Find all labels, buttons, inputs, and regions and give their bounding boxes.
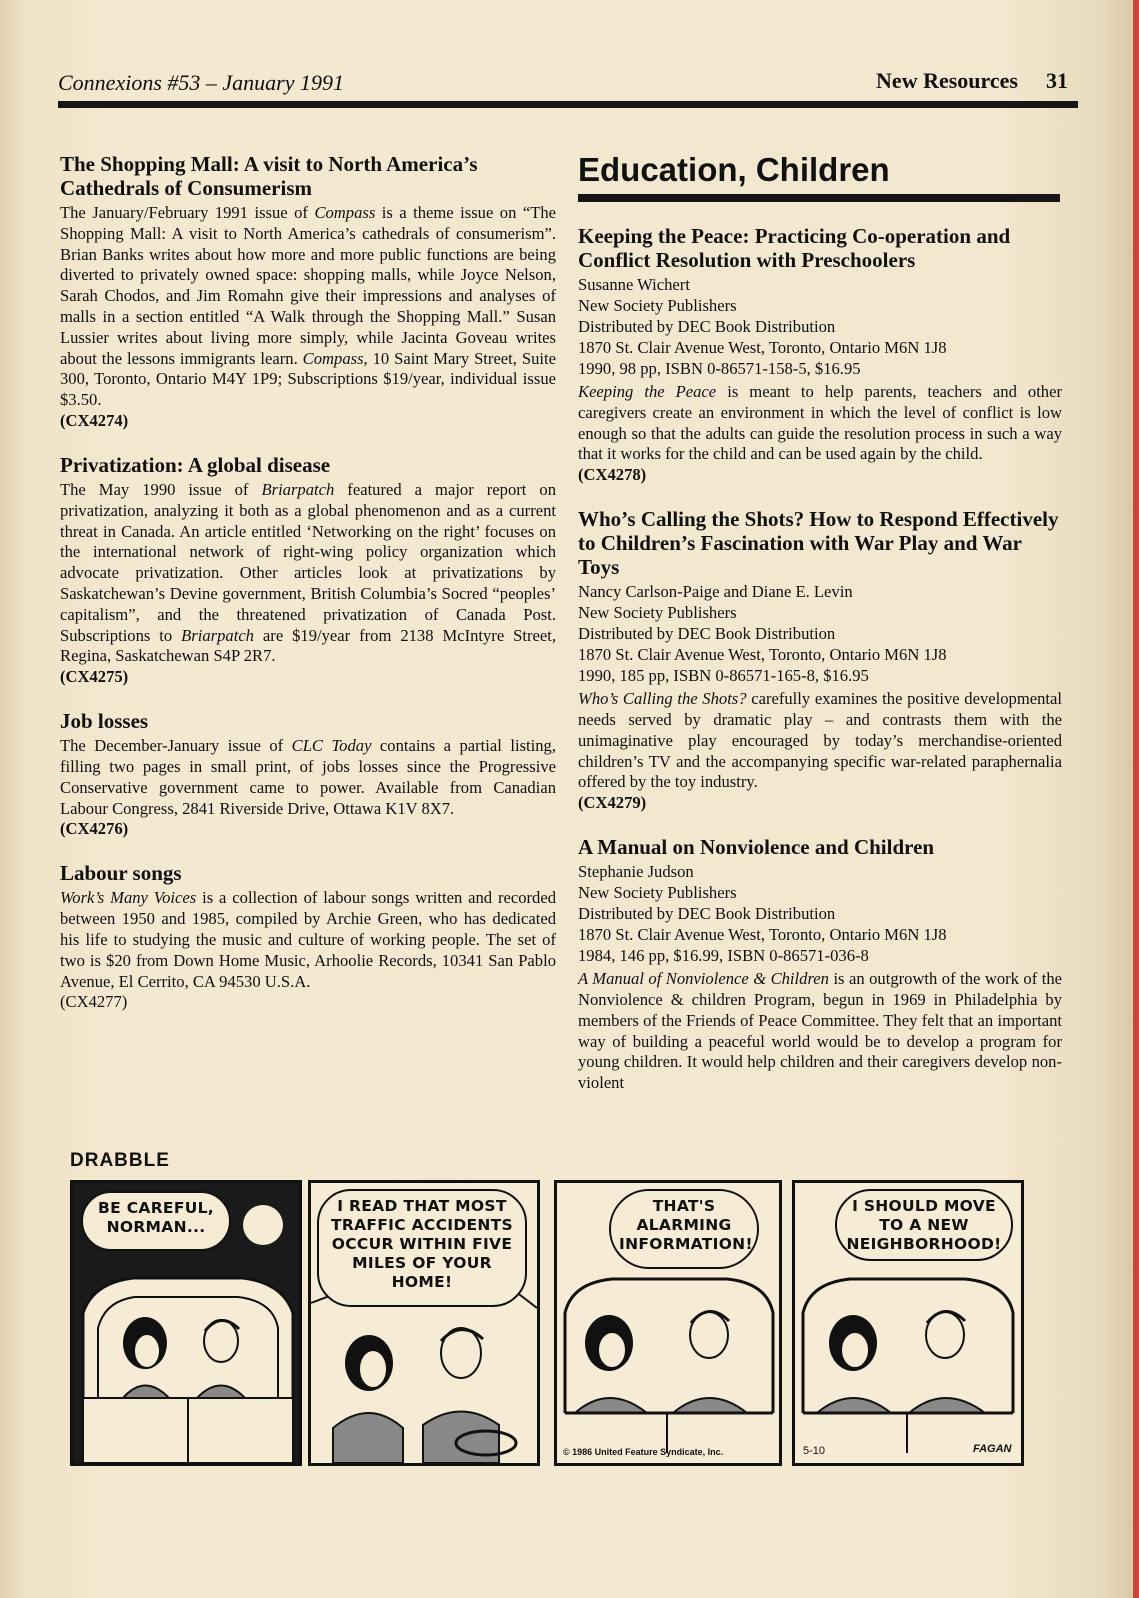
article-title: Job losses (60, 709, 149, 734)
catalog-code: (CX4279) (578, 793, 647, 813)
article-body (60, 203, 556, 431)
catalog-code: (CX4278) (578, 465, 647, 485)
book-publisher: New Society Publishers (578, 883, 737, 903)
article-title: Labour songs (60, 861, 182, 886)
book-description (578, 969, 1062, 1094)
publication-title: Connexions #53 – January 1991 (58, 70, 344, 95)
body-text: is meant to help parents, teachers and other caregivers create an environment in which the level of conflict is low enough so that the adults can guide the resolution process in such a way that it works for the child and can be used again by the child. (578, 382, 1062, 464)
comic-title: DRABBLE (70, 1150, 170, 1171)
article-title: Privatization: A global disease (60, 452, 331, 477)
page-header (58, 66, 1078, 100)
book-entry (578, 835, 1062, 1094)
book-publisher: New Society Publishers (578, 296, 737, 315)
book-address: 1870 St. Clair Avenue West, Toronto, Ontario M6N 1J8 (578, 338, 947, 357)
comic-panel-3 (554, 1180, 782, 1466)
page-edge (1133, 0, 1139, 1598)
comic-panel-2 (308, 1180, 540, 1466)
book-name: Keeping the Peace (578, 382, 717, 401)
article (60, 861, 556, 1012)
section-rule (578, 194, 1060, 202)
section-name: New Resources (876, 68, 1018, 93)
comic-panel-1 (70, 1180, 302, 1466)
body-text: are $19/year from 2138 McIntyre Street, Regina, Saskatchewan S4P 2R7. (60, 625, 556, 666)
speech-balloon: BE CAREFUL, NORMAN... (81, 1191, 231, 1251)
section-title: Education, Children (578, 151, 890, 188)
body-text: carefully examines the positive developmental needs served by dramatic play – and contrasts them with the unimaginative play encouraged by today’s merchandise-oriented children’s TV and the accompanying specific war-related paraphernalia offered by the toy industry. (578, 689, 1062, 792)
book-name: Who’s Calling the Shots? (578, 689, 747, 709)
article (60, 152, 556, 431)
book-details: 1984, 146 pp, $16.99, ISBN 0-86571-036-8 (578, 946, 869, 966)
article-body (60, 736, 556, 839)
book-author: Stephanie Judson (578, 862, 694, 882)
header-rule (58, 101, 1078, 108)
speech-balloon: I READ THAT MOST TRAFFIC ACCIDENTS OCCUR WITHIN FIVE MILES OF YOUR HOME! (317, 1189, 527, 1307)
artist-signature: FAGAN (973, 1443, 1012, 1455)
catalog-code: (CX4277) (60, 992, 128, 1012)
book-distributor: Distributed by DEC Book Distribution (578, 624, 836, 644)
publication-name: Briarpatch (261, 479, 335, 499)
body-text: The May 1990 issue of (60, 479, 262, 499)
book-title: Keeping the Peace: Practicing Co-operation and Conflict Resolution with Preschoolers (578, 224, 1011, 272)
speech-balloon: I SHOULD MOVE TO A NEW NEIGHBORHOOD! (835, 1189, 1013, 1261)
comic-panel-4 (792, 1180, 1024, 1466)
book-publisher: New Society Publishers (578, 603, 737, 623)
book-address: 1870 St. Clair Avenue West, Toronto, Ontario M6N 1J8 (578, 645, 947, 665)
book-entry (578, 224, 1062, 485)
book-details: 1990, 98 pp, ISBN 0-86571-158-5, $16.95 (578, 359, 861, 378)
book-title: A Manual on Nonviolence and Children (578, 835, 935, 860)
article (60, 709, 556, 839)
book-distributor: Distributed by DEC Book Distribution (578, 317, 836, 336)
book-address: 1870 St. Clair Avenue West, Toronto, Ontario M6N 1J8 (578, 925, 947, 945)
body-text: featured a major report on privatization, analyzing it both as a global phenomenon and as a current threat in Canada. An article entitled ‘Networking on the right’ focuses on the international network of right-wing policy organization which advocate privatization. Other articles look at privatizations by Saskatchewan’s Devine government, British Columbia’s Socred “peoples’ capitalism”, and the threatened privatization of Canada Post. Subscriptions to (60, 479, 556, 645)
comic-strip (70, 1180, 1040, 1465)
page-number: 31 (1046, 68, 1068, 93)
book-author: Susanne Wichert (578, 275, 690, 294)
article (60, 453, 556, 687)
body-text: is a theme issue on “The Shopping Mall: A visit to North America’s cathedrals of consumerism”. Brian Banks writes about how more and more public functions are being diverted to privately owned space: shopping malls, while Joyce Nelson, Sarah Chodos, and Jim Romahn give their impressions and analyses of malls in a section entitled “A Walk through the Shopping Mall.” Susan Lussier writes about living more simply, while Jacinta Goveau writes about the lessons immigrants learn. (60, 203, 556, 368)
catalog-code: (CX4274) (60, 410, 129, 430)
book-entry (578, 507, 1062, 813)
strip-date: 5-10 (803, 1445, 826, 1457)
body-text: is a collection of labour songs written and recorded between 1950 and 1985, compiled by Archie Green, who has dedicated his life to studying the music and culture of working people. The set of two is $20 from Down Home Music, Arhoolie Records, 10341 San Pablo Avenue, El Cerrito, CA 94530 U.S.A. (60, 888, 557, 991)
book-author: Nancy Carlson-Paige and Diane E. Levin (578, 582, 853, 602)
publication-name: Compass (314, 203, 376, 222)
body-text: The January/February 1991 issue of (60, 203, 315, 222)
book-description (578, 382, 1062, 485)
speech-balloon: THAT'S ALARMING INFORMATION! (609, 1189, 759, 1269)
publication-name: Work’s Many Voices (60, 888, 197, 908)
book-details: 1990, 185 pp, ISBN 0-86571-165-8, $16.95 (578, 666, 869, 686)
body-text: is an outgrowth of the work of the Nonviolence & children Program, begun in 1969 in Philadelphia by members of the Friends of Peace Committee. They felt that an important way of building a peaceful world would be to develop a program for young children. It would help children and their caregivers develop non-violent (578, 969, 1062, 1093)
article-body (60, 888, 556, 1012)
catalog-code: (CX4276) (60, 819, 129, 839)
left-column (60, 152, 556, 1034)
copyright-notice: © 1986 United Feature Syndicate, Inc. (563, 1447, 724, 1457)
section-header (876, 68, 1068, 94)
right-column (578, 152, 1062, 1116)
article-title: The Shopping Mall: A visit to North America’s Cathedrals of Consumerism (60, 152, 478, 200)
body-text: , 10 Saint Mary Street, Suite 300, Toronto, Ontario M4Y 1P9; Subscriptions $19/year, individual issue $3.50. (60, 348, 556, 410)
publication-name: CLC Today (291, 736, 372, 756)
publication-name: Compass (302, 348, 364, 368)
book-title: Who’s Calling the Shots? How to Respond Effectively to Children’s Fascination with War Play and War Toys (578, 507, 1059, 580)
catalog-code: (CX4275) (60, 667, 129, 687)
book-distributor: Distributed by DEC Book Distribution (578, 904, 836, 924)
body-text: contains a partial listing, filling two pages in small print, of jobs losses since the Progressive Conservative government came to power. Available from Canadian Labour Congress, 2841 Riverside Drive, Ottawa K1V 8X7. (60, 736, 556, 818)
book-name: A Manual of Nonviolence & Children (578, 969, 829, 989)
publication-name: Briarpatch (181, 625, 254, 645)
article-body (60, 480, 556, 687)
body-text: The December-January issue of (60, 736, 292, 756)
book-description (578, 689, 1062, 813)
